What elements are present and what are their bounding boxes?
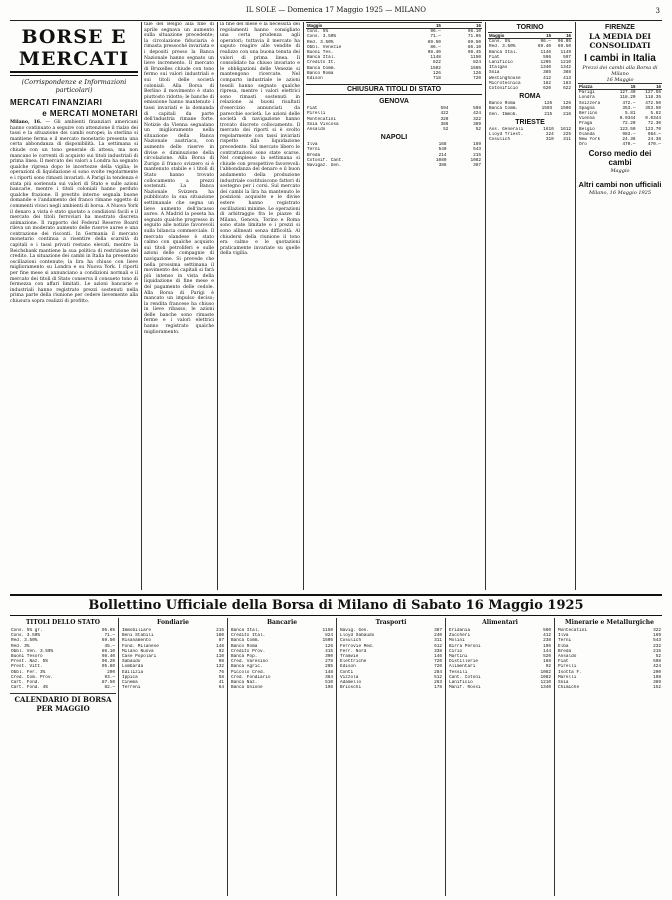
table-row: Cons. 5% gr. 96.05 (11, 628, 115, 633)
dateline: Milano, 16. (10, 120, 42, 125)
table-row: Brioschi 178 (340, 685, 442, 691)
table-row: Fiat 596 597 (489, 54, 571, 60)
table-row: Case Popolari 110 (122, 654, 224, 660)
table-row: Obbl. Fer. 3% 290 (11, 669, 115, 675)
calendar-heading: CALENDARIO DI BORSA PER MAGGIO (10, 693, 116, 713)
table-row: Breda 215 (558, 648, 661, 654)
consolidati-heading: LA MEDIA DEI CONSOLIDATI (589, 32, 651, 50)
table-row: Red. 3% 45.— (11, 643, 115, 649)
table-row: Red. 3.50% 69.40 69.50 (489, 44, 571, 50)
upper-section (10, 22, 662, 590)
table-row: Banca Ital. 1146 1149 (489, 49, 571, 55)
table-row: Lombarda 132 (122, 664, 224, 670)
table-row: Gen. Immob. 215 216 (489, 111, 571, 117)
table-row: Credito It. 822 824 (307, 60, 481, 66)
table-row: Cred. Varesino 278 (231, 659, 333, 665)
section-mercati-monetari: e MERCATI MONETARI (42, 109, 138, 118)
table-row: Ippica 58 (122, 674, 224, 680)
table-row: Lanificio 1205 1210 (489, 60, 571, 66)
table-row: Tramvie 146 (340, 654, 442, 660)
bollettino-column (557, 618, 662, 896)
column-cambi (578, 22, 662, 590)
table-row: Londra 118.20 118.35 (579, 95, 661, 101)
article-text-2: tale del Belgio alla fine di aprile segnava un aumento sulla situazione precedente; la circolazione fiduciaria è rimasta pressoché invariata e i depositi presso la Banca Nazionale hanno segnato un lieve incremento. Il mercato di Bruxelles chiude con tono fermo sui valori industriali e sui titoli delle società coloniali. Alla Borsa di Berlino il movimento è stato piuttosto ridotto; le banche di emissione hanno mantenuto i tassi invariati e la domanda di capitali da parte dell'industria rimane forte. Notizie da Vienna segnalano un miglioramento nella situazione della Banca Nazionale austriaca, con aumento delle riserve in divise e diminuzione della circolazione. Alla Borsa di Zurigo il franco svizzero si è mantenuto stabile e i titoli di Stato hanno trovato collocamento a prezzi sostenuti. La Banca Nazionale Svizzera ha pubblicato la sua situazione settimanale che segna un lieve aumento dell'incasso aureo. A Madrid la peseta ha segnato qualche progresso in seguito alle notizie favorevoli sulla bilancia commerciale. Il mercato olandese è stato calmo con qualche acquisto sui titoli petroliferi e sulle azioni delle compagnie di navigazione. Si prevede che nella prossima settimana il movimento dei capitali si farà più intenso in vista della liquidazione di fine mese e del pagamento delle cedole. Alla Borsa di Parigi è mancato un impulso deciso; la rendita francese ha chiuso in lieve ribasso, le azioni delle banche sono rimaste ferme e i valori elettrici hanno registrato qualche miglioramento. (144, 22, 214, 335)
table-row: Ilva 168 169 (307, 142, 481, 148)
bollettino-section-title: Fondiarie (157, 619, 189, 626)
table-row: Manif. Rossi 1340 (449, 685, 551, 691)
column-rule (485, 22, 486, 590)
bollettino-section-title: Alimentari (482, 619, 518, 626)
bollettino-column (339, 618, 443, 896)
table-row: Cart. Fond. 87.50 (11, 680, 115, 686)
masthead-subtitle: (Corrispondenze e Informazioni particolari) (21, 78, 127, 94)
table-row: Zuccheri 412 (449, 633, 551, 639)
table-row: Italgas 1340 1342 (489, 65, 571, 71)
table-row: Distillerie 168 (449, 659, 551, 665)
table-row: Buoni Tesoro 98.40 (11, 654, 115, 660)
table-row: Conti 284 (340, 669, 442, 675)
bollettino-table (339, 628, 443, 690)
table-row: Terni 543 (558, 638, 661, 644)
table-row: Marelli 198 (558, 674, 661, 680)
table-row: Banco Roma 126 126 (489, 101, 571, 107)
table-row: Snia Viscosa 386 389 (307, 121, 481, 127)
column-rule (554, 618, 555, 896)
table-row: Tessili 1082 (449, 669, 551, 675)
table-row: Banca Ital. 1150 (231, 628, 333, 633)
table-row: Parigi 127.40 127.55 (579, 90, 661, 96)
table-row: Spagna 353.— 353.50 (579, 105, 661, 111)
table-row: Terreni 64 (122, 685, 224, 691)
cambi-subtitle: Prezzi dei cambi alla Borsa di Milano (582, 65, 658, 77)
table-row: Belgio 123.50 123.70 (579, 126, 661, 132)
table-row: Cart. Fond. 4% 82.— (11, 685, 115, 691)
table-row: New York 24.36 24.38 (579, 137, 661, 143)
table-row: Obbl. Ven. 3.50% 86.10 (11, 648, 115, 654)
table-row: Prest. Naz. 5% 96.20 (11, 659, 115, 665)
column-rule (575, 22, 576, 590)
table-row: Fiat 598 (558, 659, 661, 665)
table-row: Banco Roma 126 126 (307, 70, 481, 76)
altri-cambi-heading: Altri cambi non ufficiali (578, 180, 662, 190)
header-cell: 15 (402, 23, 442, 29)
table-row: Adamello 263 (340, 680, 442, 686)
table-row: Snia 389 (558, 680, 661, 686)
table-row: Cons. 3.50% 71.— 71.05 (307, 34, 481, 40)
cambi-table (578, 83, 662, 147)
quotes-table-trieste (488, 127, 572, 143)
table-row: Pirelli 424 (558, 664, 661, 670)
table-row: Banca Comm. 1505 (231, 638, 333, 644)
bollettino-column (10, 618, 116, 896)
table-row: Ferrovie Med. 612 (340, 643, 442, 649)
trieste-heading: TRIESTE (515, 118, 545, 126)
running-header-text: IL SOLE — Domenica 17 Maggio 1925 — MILANO (246, 6, 426, 14)
column-rule (303, 22, 304, 590)
article-text-3: la fine del mese e la necessità dei regolamenti hanno consigliato una certa prudenza agli operatori; tuttavia il mercato ha saputo reagire alle vendite di realizzo con una buona tenuta dei valori di prima linea. Il consolidato ha chiuso invariato e le obbligazioni delle Venezie si mantengono ricercate. Nel comparto industriale le azioni tessili hanno segnato qualche ripresa, mentre i valori elettrici sono rimasti sostenuti in relazione ai buoni risultati d'esercizio annunciati da parecchie società. Le azioni delle società di navigazione hanno trovato discreto collocamento. Il mercato dei riporti si è svolto regolarmente con tassi invariati rispetto alla liquidazione precedente. Sul mercato libero le contrattazioni sono state scarse. Nel complesso la settimana si chiude con prospettive favorevoli: l'abbondanza del denaro e il buon andamento della produzione industriale costituiscono fattori di sostegno per i corsi. Sul mercato dei cambi la lira ha mantenuto le posizioni acquisite e le divise estere hanno registrato oscillazioni minime. Le operazioni di arbitraggio fra le piazze di Milano, Genova, Torino e Roma sono state limitate e i prezzi si sono allineati senza difficoltà. Al chiudersi della riunione il tono era calmo e le quotazioni praticamente invariate su quelle della vigilia. (220, 22, 300, 257)
table-row: Westinghouse 412 413 (489, 75, 571, 81)
header-cell: 16 (442, 23, 482, 29)
quotes-table-napoli (306, 142, 482, 168)
table-row: Banca Unione 198 (231, 685, 333, 691)
column-rule (217, 22, 218, 590)
article-body (10, 120, 138, 305)
table-row: Olanda 983.— 984.— (579, 131, 661, 137)
column-quotes-a (306, 22, 482, 590)
table-row: Elettriche 720 (340, 659, 442, 665)
table-row: Berlino 5.81 5.82 (579, 111, 661, 117)
cambi-title: I cambi in Italia (584, 53, 656, 64)
table-row: Fond. Milanese 148 (122, 643, 224, 649)
column-rule (445, 618, 446, 896)
running-header (10, 6, 662, 21)
table-row: Cotonificio 620 622 (489, 86, 571, 92)
table-row: Red. 3.50% 69.50 (11, 638, 115, 644)
table-row: Eridania 560 (449, 628, 551, 633)
table-row: Banca Pop. 390 (231, 654, 333, 660)
table-row: Cons. 3.50% 71.— (11, 633, 115, 639)
table-row: Ass. Generali 1610 1612 (489, 126, 571, 132)
roma-heading: ROMA (519, 93, 541, 101)
genova-heading: GENOVA (379, 98, 409, 106)
table-row: Ferr. Nord 338 (340, 648, 442, 654)
table-row: Milano Nuova 92 (122, 648, 224, 654)
table-row: Ilva 169 (558, 633, 661, 639)
table-row: Edison 718 720 (307, 76, 481, 82)
table-row: Cred. Com. Prov. 93.— (11, 674, 115, 680)
bollettino-section (10, 594, 662, 896)
table-row: Banca Comm. 1503 1506 (489, 106, 571, 112)
newspaper-page (10, 6, 662, 894)
quotes-table-a (306, 22, 482, 81)
column-quotes-b (488, 22, 572, 590)
page-number: 3 (655, 7, 660, 15)
table-row: Obbl. Venezie 86.— 86.10 (307, 44, 481, 50)
table-row: Navig. Gen. 387 (340, 628, 442, 633)
table-row: Birra Peroni 196 (449, 643, 551, 649)
bollettino-title: Bollettino Ufficiale della Borsa di Milano di Sabato 16 Maggio 1925 (10, 598, 662, 616)
table-row: Lloyd Triest. 224 225 (489, 132, 571, 138)
torino-heading: TORINO (516, 24, 544, 31)
table-row: Banco Roma 126 (231, 643, 333, 649)
column-news-3 (220, 22, 300, 590)
bollettino-section-title: TITOLI DELLO STATO (25, 619, 101, 626)
column-rule (336, 618, 337, 896)
table-row: Sabaudo 98 (122, 659, 224, 665)
table-row: Edison 720 (340, 664, 442, 670)
napoli-heading: NAPOLI (380, 134, 408, 142)
table-row: Vizzola 512 (340, 674, 442, 680)
bollettino-table (121, 628, 225, 690)
table-row: Edilizia 76 (122, 669, 224, 675)
table-row: Cosulich 310 311 (489, 137, 571, 143)
masthead-title: BORSE E MERCATI (18, 26, 130, 70)
masthead-rule (10, 71, 138, 76)
table-row: Breda 214 215 (307, 152, 481, 158)
bollettino-column (230, 618, 334, 896)
table-row: Banca Comm. 1502 1505 (307, 65, 481, 71)
firenze-heading: FIRENZE (605, 24, 635, 31)
table-row: Vienna 0.0344 0.0344 (579, 116, 661, 122)
table-row: Lloyd Sabaudo 240 (340, 633, 442, 639)
table-row: Cosulich 311 (340, 638, 442, 644)
table-row: Banca Naz. 510 (231, 680, 333, 686)
table-row: Isotta F. 290 (558, 669, 661, 675)
table-row: Ansaldo 52 52 (307, 127, 481, 133)
bollettino-section-title: Trasporti (375, 619, 407, 626)
table-row: Snia 385 388 (489, 70, 571, 76)
column-rule (118, 618, 119, 896)
table-row: Pirelli 422 424 (307, 111, 481, 117)
bollettino-section-title: Minerarie e Metallurgiche (565, 619, 654, 626)
table-row: Martini 520 (449, 654, 551, 660)
table-header: Maggio 15 16 (489, 33, 571, 38)
table-row: Risanamento 87 (122, 638, 224, 644)
table-row: Svizzera 472.— 472.50 (579, 100, 661, 106)
bollettino-column (121, 618, 225, 896)
table-row: Cinema 41 (122, 680, 224, 686)
table-row: Prest. Vitt. 95.80 (11, 664, 115, 670)
table-row: Fiat 594 598 (307, 106, 481, 112)
table-row: Terni 540 543 (307, 147, 481, 153)
altri-cambi-sub: Milano, 16 Maggio 1925 (588, 190, 652, 197)
table-row: Beni Stabili 180 (122, 633, 224, 639)
table-row: Montecatini 322 (558, 628, 661, 633)
table-row: Banca Agric. 205 (231, 664, 333, 670)
corso-medio-sub: Maggio (610, 168, 630, 175)
bollettino-column (448, 618, 552, 896)
table-row: Ansaldo 52 (558, 654, 661, 660)
chiusura-heading: CHIUSURA TITOLI DI STATO (306, 84, 482, 95)
column-news-2 (144, 22, 214, 590)
bollettino-columns (10, 618, 662, 896)
header-cell: Maggio (306, 23, 402, 29)
table-row: Buoni Tes. 98.40 98.45 (307, 50, 481, 56)
table-row: Credito Prov. 415 (231, 648, 333, 654)
quotes-table-genova (306, 106, 482, 132)
table-row: Cotonif. Cant. 1080 1082 (307, 157, 481, 163)
table-row: Cons. 5% 96.— 96.05 (489, 39, 571, 45)
column-rule (227, 618, 228, 896)
table-row: Montecatini 320 322 (307, 116, 481, 122)
table-row: Chimiche 152 (558, 685, 661, 691)
table-row: Navigaz. Gen. 386 387 (307, 163, 481, 169)
quotes-table-roma (488, 101, 572, 117)
cambi-date: 16 Maggio (606, 77, 634, 83)
bollettino-table (230, 628, 334, 690)
table-row: Elba 232 (558, 643, 661, 649)
table-row: Cirio 144 (449, 648, 551, 654)
table-row: Molini 238 (449, 638, 551, 644)
table-row: Microtecnica 182 183 (489, 80, 571, 86)
table-row: Red. 3.50% 69.50 69.50 (307, 39, 481, 45)
table-header: Piazza 15 16 (579, 84, 661, 89)
bollettino-table (448, 628, 552, 690)
table-row: Piccolo Cred. 148 (231, 669, 333, 675)
table-row: Cred. Fondiario 364 (231, 674, 333, 680)
bollettino-table (10, 628, 116, 690)
column-rule (141, 22, 142, 590)
table-row: Alimentari 92 (449, 664, 551, 670)
table-row: Lanificio 1210 (449, 680, 551, 686)
article-text: — Gli ambienti finanziari americani hanno continuato a seguire con attenzione il rialzo dei tassi e la situazione dei cambi europei; la sterlina si mantiene ferma e il mercato monetario presenta una certa abbondanza di disponibilità. La settimana si chiude con un tono generale di attesa, ma non mancano le correnti di acquisto sui titoli industriali di prima linea. Il mercato dei valori a Londra ha segnato qualche ripresa dopo le incertezze della vigilia; le operazioni di liquidazione si sono svolte regolarmente e i riporti sono rimasti invariati. A Parigi la tendenza è stata più sostenuta sui valori di Stato e sulle azioni bancarie, mentre i titoli coloniali hanno perduto qualche frazione. Il prestito interno segnala buone domande e l'andamento del franco rimane oggetto di commenti vivaci negli ambienti di borsa. A Nuova York il denaro a vista è stato quotato a condizioni facili e il mercato dei titoli ferroviari ha mostrato discreta animazione. Il rapporto del Federal Reserve Board rileva un moderato aumento delle riserve auree e una contrazione dei risconti. In Germania il mercato monetario continua a risentire della scarsità di capitali e i tassi privati restano elevati, mentre la Reichsbank mantiene la sua politica di restrizione del credito. La situazione dei cambi in Italia ha presentato oscillazioni contenute; la lira ha chiuso con lieve miglioramento su Londra e su Nuova York. I riporti per fine mese si annunciano a condizioni normali e il mercato dei titoli di Stato conserva il consueto tono di fermezza con affari limitati. Le azioni bancarie e industriali hanno registrato prezzi sostenuti nella prima parte della riunione per cedere lievemente alla chiusura sopra realizzi di profitto. (10, 120, 138, 304)
corso-medio-heading: Corso medio dei cambi (588, 149, 652, 168)
bollettino-section-title: Bancarie (266, 619, 298, 626)
section-mercati-finanziari: MERCATI FINANZIARI (10, 98, 103, 107)
table-row: Immobiliare 215 (122, 628, 224, 633)
table-row: Cons. 5% 96.— 96.10 (307, 29, 481, 35)
table-row: Praga 72.20 72.30 (579, 121, 661, 127)
table-row: Cant. Cotoni 1082 (449, 674, 551, 680)
table-row: Oro 470.— 470.— (579, 142, 661, 148)
bollettino-table (557, 628, 662, 690)
quotes-table-torino (488, 32, 572, 91)
table-row: Credito Ital. 824 (231, 633, 333, 639)
column-borse-mercati (10, 22, 138, 590)
table-row: Banca Ital. 1148 1150 (307, 55, 481, 61)
